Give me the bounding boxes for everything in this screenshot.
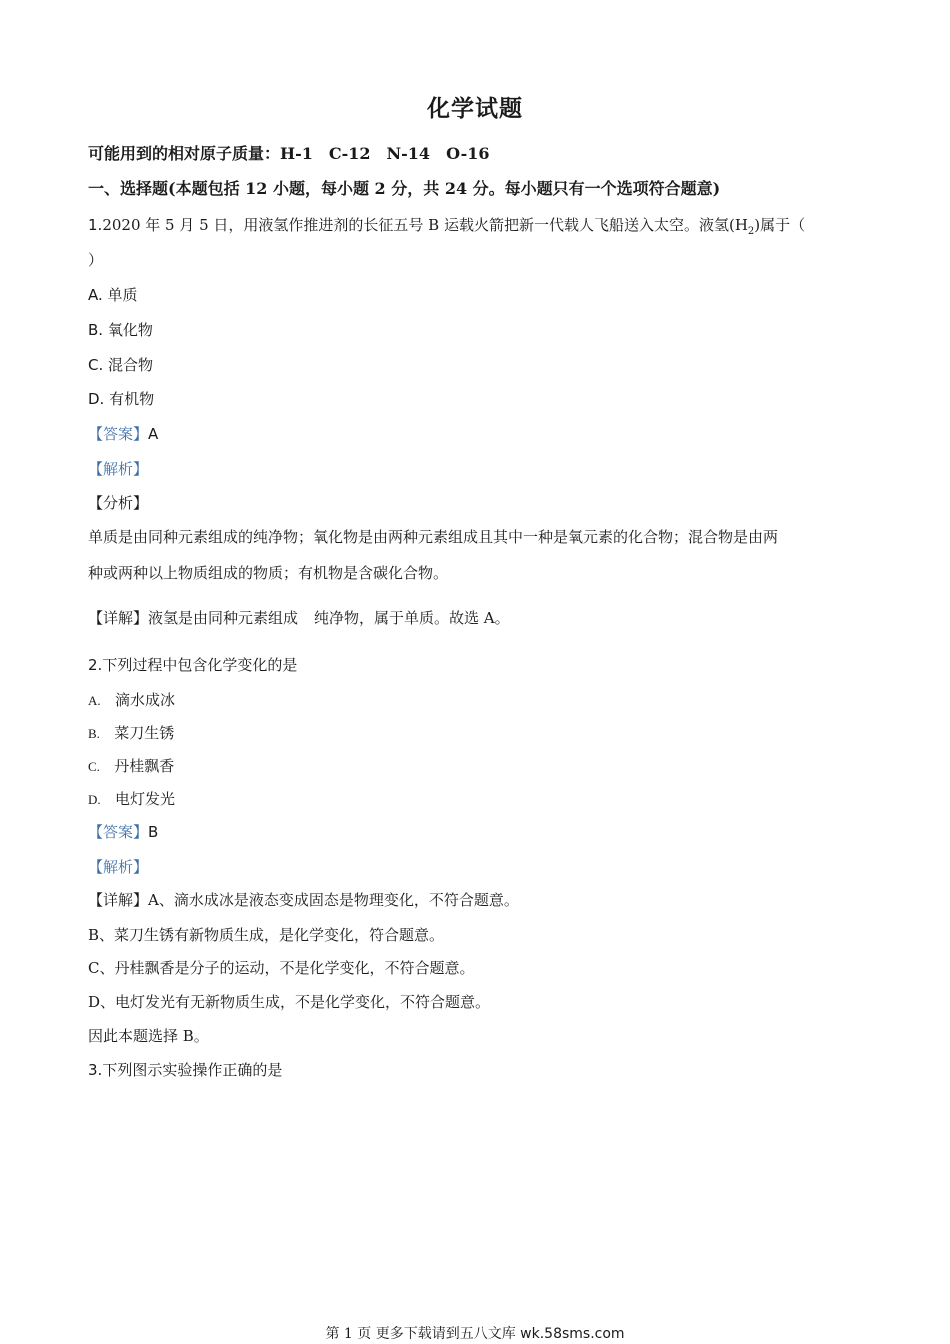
q2-detail-line1: 【详解】A、滴水成冰是液态变成固态是物理变化，不符合题意。 bbox=[88, 891, 519, 909]
q2-conclusion: 因此本题选择 B。 bbox=[88, 1027, 209, 1045]
q2-option-b: B. 菜刀生锈 bbox=[88, 724, 175, 742]
q2-option-a: A. 滴水成冰 bbox=[88, 691, 175, 709]
q1-fenxi-line1: 单质是由同种元素组成的纯净物；氧化物是由两种元素组成且其中一种是氧元素的化合物；混合物是由两 bbox=[88, 528, 779, 546]
q1-fenxi-tag: 【分析】 bbox=[88, 494, 149, 512]
q2-detail-line4: D、电灯发光有无新物质生成，不是化学变化，不符合题意。 bbox=[88, 993, 491, 1011]
atomic-mass-line: 可能用到的相对原子质量：H-1 C-12 N-14 O-16 bbox=[88, 144, 490, 163]
q2-stem: 2.下列过程中包含化学变化的是 bbox=[88, 656, 298, 674]
q2-detail-line2: B、菜刀生锈有新物质生成，是化学变化，符合题意。 bbox=[88, 926, 445, 944]
footer-url[interactable]: wk.58sms.com bbox=[520, 1326, 625, 1342]
footer-page-text: 第 1 页 更多下载请到五八文库 bbox=[325, 1326, 516, 1342]
q2-option-c: C. 丹桂飘香 bbox=[88, 757, 175, 775]
q2-analysis-tag: 【解析】 bbox=[88, 858, 149, 876]
q1-fenxi-line2: 种或两种以上物质组成的物质；有机物是含碳化合物。 bbox=[88, 564, 449, 582]
q2-number: 2. bbox=[88, 656, 103, 674]
q1-stem-line1: 1.2020 年 5 月 5 日，用液氢作推进剂的长征五号 B 运载火箭把新一代载人飞船送入太空。液氢$(H_2)$属于（ bbox=[88, 216, 806, 237]
q3-stem: 3.下列图示实验操作正确的是 bbox=[88, 1061, 283, 1079]
q2-detail-line3: C、丹桂飘香是分子的运动，不是化学变化，不符合题意。 bbox=[88, 959, 475, 977]
q1-analysis-tag: 【解析】 bbox=[88, 460, 149, 478]
q1-detail: 【详解】液氢是由同种元素组成 纯净物，属于单质。故选 A。 bbox=[88, 609, 510, 627]
page-title: 化学试题 bbox=[427, 95, 523, 122]
section-header: 一、选择题(本题包括 12 小题，每小题 2 分，共 24 分。每小题只有一个选项符合题意) bbox=[88, 179, 721, 198]
q1-option-a: A. 单质 bbox=[88, 286, 138, 304]
q1-number: 1. bbox=[88, 216, 103, 234]
q1-stem-line2: ） bbox=[88, 251, 104, 269]
q1-answer: 【答案】A bbox=[88, 425, 159, 443]
q1-option-d: D. 有机物 bbox=[88, 390, 155, 408]
q2-option-d: D. 电灯发光 bbox=[88, 790, 175, 808]
q1-option-b: B. 氧化物 bbox=[88, 321, 153, 339]
page-footer bbox=[0, 1324, 950, 1344]
q2-answer: 【答案】B bbox=[88, 823, 159, 841]
q1-option-c: C. 混合物 bbox=[88, 356, 154, 374]
q3-number: 3. bbox=[88, 1061, 103, 1079]
